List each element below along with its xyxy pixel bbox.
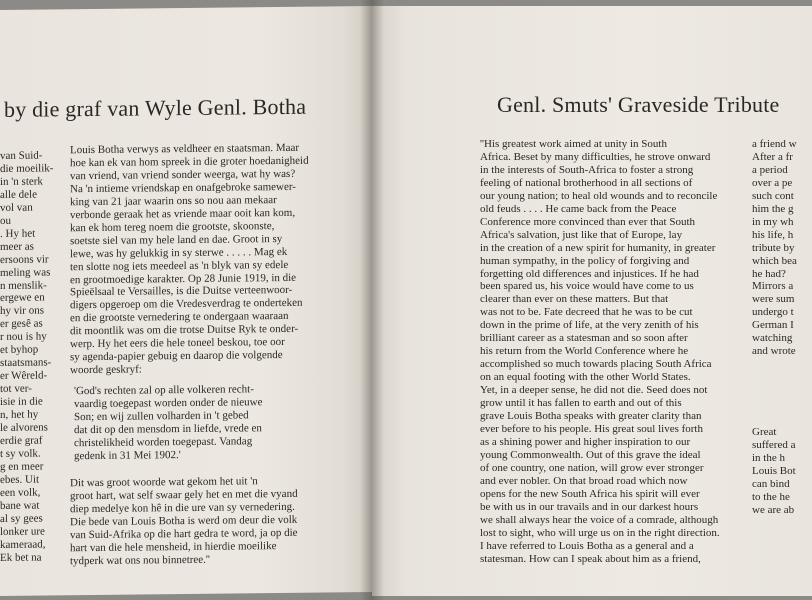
left-main-paragraph <box>70 142 308 378</box>
text-line: tot ver- <box>0 382 32 396</box>
text-line: suffered a <box>752 438 796 451</box>
text-line: er Wêreld- <box>0 369 48 383</box>
right-fragment-column-lower <box>752 426 812 517</box>
text-line: digers opgeroep om die Vredesverdrag te onderteken <box>70 297 303 312</box>
text-line: Africa's salvation, just like that of Europe, lay <box>480 228 683 241</box>
text-line: in the h <box>752 451 785 464</box>
text-line: ''His greatest work aimed at unity in South <box>480 138 667 150</box>
text-line: hoe kan ek van hom spreek in die groter hoedanigheid <box>70 154 309 170</box>
text-line: Great <box>752 426 777 438</box>
text-line: Louis Bot <box>752 464 796 477</box>
text-line: lonker ure <box>0 525 45 538</box>
text-line: statesman. How can I speak about him as a friend, <box>480 552 701 565</box>
text-line: accomplished so much towards placing South Africa <box>480 358 712 371</box>
text-line: die moeilik- <box>0 162 54 175</box>
text-line: as a shining power and higher inspiration to our <box>480 435 691 448</box>
text-line: can bind <box>752 477 790 490</box>
text-line: in the creation of a new spirit for humanity, in greater <box>480 241 716 254</box>
text-line: bane wat <box>0 499 40 512</box>
left-page-heading: by die graf van Wyle Genl. Botha <box>4 93 307 122</box>
text-line: forgetting old differences and injustices. If he had <box>480 267 699 280</box>
text-line: a period <box>752 163 788 176</box>
quoted-prayer <box>70 383 308 463</box>
right-main-column <box>480 138 748 565</box>
text-line: kan ek hom tereg noem die grootste, skoonste, <box>70 219 275 234</box>
text-line: Dit was groot woorde wat gekom het uit 'n <box>70 475 258 490</box>
text-line: over a pe <box>752 176 793 189</box>
text-line: his return from the World Conference where he <box>480 345 689 358</box>
text-line: opens for the new South Africa his spirit will ever <box>480 487 700 500</box>
text-line: vol van <box>0 201 33 214</box>
text-line: lost to sight, who will urge us on in the right direction. <box>480 526 720 539</box>
text-line: of one country, one nation, will grow ever stronger <box>480 461 704 474</box>
text-line: a friend w <box>752 138 797 150</box>
text-line: van vriend, van vriend sonder weerga, wat hy was? <box>70 167 296 183</box>
text-line: watching <box>752 332 793 345</box>
text-line: lewe, was hy gelukkig in sy sterwe . . . . . Mag ek <box>70 245 288 260</box>
text-line: we are ab <box>752 503 795 516</box>
right-page-heading: Genl. Smuts' Graveside Tribute <box>497 92 780 117</box>
text-line: isie in die <box>0 395 43 409</box>
text-line: which bea <box>752 254 797 267</box>
left-main-column <box>70 142 308 568</box>
text-line: such cont <box>752 189 794 202</box>
quote-line: 'God's rechten zal op alle volkeren recht- <box>74 383 254 398</box>
text-line: ebes. Uit <box>0 473 40 486</box>
text-line: van Suid- <box>0 149 43 162</box>
text-line: his life, h <box>752 228 794 241</box>
text-line: n menslik- <box>0 278 47 292</box>
text-line: Louis Botha verwys as veldheer en staatsman. Maar <box>70 141 300 157</box>
text-line: feeling of national brotherhood in all sections of <box>480 176 693 189</box>
text-line: him the g <box>752 202 794 215</box>
text-line: down in the prime of life, at the very zenith of his <box>480 319 699 332</box>
text-line: in 'n sterk <box>0 175 43 188</box>
text-line: Na 'n intieme vriendskap en onafgebroke samewer- <box>70 180 296 196</box>
text-line: he had? <box>752 267 786 280</box>
text-line: Africa. Beset by many difficulties, he strove onward <box>480 150 711 163</box>
text-line: Mirrors a <box>752 280 794 293</box>
text-line: our young nation; to heal old wounds and to reconcile <box>480 189 718 202</box>
text-line: al sy gees <box>0 512 43 525</box>
text-line: diep medelye kon hê in die ure van sy vernedering. <box>70 500 295 515</box>
text-line: been spared us, his voice would have come to us <box>480 280 694 293</box>
text-line: ersoons vir <box>0 253 49 266</box>
quote-line: gedenk in 31 Mei 1902.' <box>74 448 181 463</box>
text-line: and ever nobler. On that broad road which now <box>480 474 688 487</box>
text-line: brilliant career as a statesman and so soon after <box>480 332 688 345</box>
text-line: erdie graf <box>0 434 43 447</box>
quote-line: dat dit op den mensdom in liefde, vrede en <box>74 422 262 437</box>
text-line: hy vir ons <box>0 304 44 318</box>
text-line: Spieëlsaal te Versailles, is die Duitse verteenwoor- <box>70 284 293 299</box>
text-line: we shall always hear the voice of a comrade, although <box>480 513 719 526</box>
book-gutter <box>360 0 384 600</box>
text-line: kameraad, <box>0 538 46 551</box>
right-fragment-column <box>752 138 812 358</box>
left-page <box>0 6 372 596</box>
left-closing-paragraph <box>70 475 308 568</box>
text-line: soetste siel van my hele land en dae. Groot in sy <box>70 232 283 247</box>
text-line: meling was <box>0 265 51 279</box>
right-page <box>372 6 812 596</box>
text-line: hart van die hele mensheid, in hierdie moeilike <box>70 539 277 554</box>
text-line: tydperk wat ons nou binnetree.'' <box>70 553 210 567</box>
text-line: king van 21 jaar waarin ons so nou aan mekaar <box>70 193 277 209</box>
left-fragment-column <box>0 149 54 564</box>
text-line: was not to be. Fate decreed that he was to be cut <box>480 306 693 319</box>
text-line: After a fr <box>752 150 793 163</box>
text-line: undergo t <box>752 306 794 319</box>
text-line: groot hart, wat self swaar gely het en met die vyand <box>70 487 298 503</box>
text-line: werp. Hy het eers die hele toneel beskou, toe oor <box>70 336 285 351</box>
quote-line: Son; en wij zullen volharden in 't gebed <box>74 409 249 424</box>
text-line: en grootmoedige karakter. Op 28 Junie 1919, in die <box>70 271 297 286</box>
text-line: Die bede van Louis Botha is werd om deur die volk <box>70 513 298 528</box>
text-line: Yet, in a deeper sense, he did not die. Seed does not <box>480 384 708 397</box>
text-line: ten slotte nog iets meedeel as 'n blyk van sy edele <box>70 258 289 273</box>
text-line: staatsmans- <box>0 356 52 370</box>
text-line: human sympathy, in the policy of forgiving and <box>480 254 690 267</box>
text-line: alle dele <box>0 188 37 201</box>
text-line: et byhop <box>0 343 39 357</box>
quote-line: christelikheid worden toegepast. Vandag <box>74 435 253 450</box>
text-line: sy agenda-papier gebuig en daarop die volgende <box>70 349 283 364</box>
text-line: n, het hy <box>0 408 39 422</box>
text-line: in my wh <box>752 215 794 228</box>
text-line: in the interests of South-Africa to foster a strong <box>480 163 694 176</box>
text-line: Ek bet na <box>0 551 42 564</box>
text-line: grow until it has fallen to earth and out of this <box>480 397 682 410</box>
text-line: . Hy het <box>0 227 36 240</box>
text-line: clearer than ever on these matters. But that <box>480 293 669 306</box>
text-line: be with us in our travails and in our darkest hours <box>480 500 699 513</box>
text-line: tribute by <box>752 241 795 254</box>
text-line: en die grootste vernedering te ondergaan waaraan <box>70 310 289 325</box>
text-line: grave Louis Botha speaks with greater clarity than <box>480 410 702 423</box>
text-line: van Suid-Afrika op die hart gedra te word, ja op die <box>70 526 298 541</box>
text-line: and wrote <box>752 345 796 358</box>
text-line: Conference more convinced than ever that South <box>480 215 696 228</box>
text-line: een volk, <box>0 486 41 499</box>
text-line: verbonde geraak het as vriende maar ooit kan kom, <box>70 206 296 221</box>
quote-line: vaardig toegepast worden onder de nieuwe <box>74 396 263 411</box>
text-line: to the he <box>752 490 790 503</box>
text-line: g en meer <box>0 460 44 473</box>
text-line: woorde geskryf: <box>70 363 142 377</box>
text-line: t sy volk. <box>0 447 41 460</box>
text-line: I have referred to Louis Botha as a general and a <box>480 539 694 552</box>
text-line: on an equal footing with the other World States. <box>480 371 691 384</box>
text-line: ou <box>0 214 11 227</box>
text-line: meer as <box>0 240 34 253</box>
text-line: were sum <box>752 293 795 306</box>
text-line: ergewe en <box>0 291 45 305</box>
text-line: dit moontlik was om die trotse Duitse Ryk te onder- <box>70 323 299 338</box>
text-line: le alvorens <box>0 421 48 434</box>
text-line: old feuds . . . . He came back from the Peace <box>480 202 677 215</box>
text-line: er gesê as <box>0 317 43 331</box>
text-line: German I <box>752 319 794 332</box>
text-line: young Commonwealth. Out of this grave the ideal <box>480 448 701 461</box>
text-line: r nou is hy <box>0 330 47 344</box>
text-line: ever before to his people. His great soul lives forth <box>480 422 703 435</box>
